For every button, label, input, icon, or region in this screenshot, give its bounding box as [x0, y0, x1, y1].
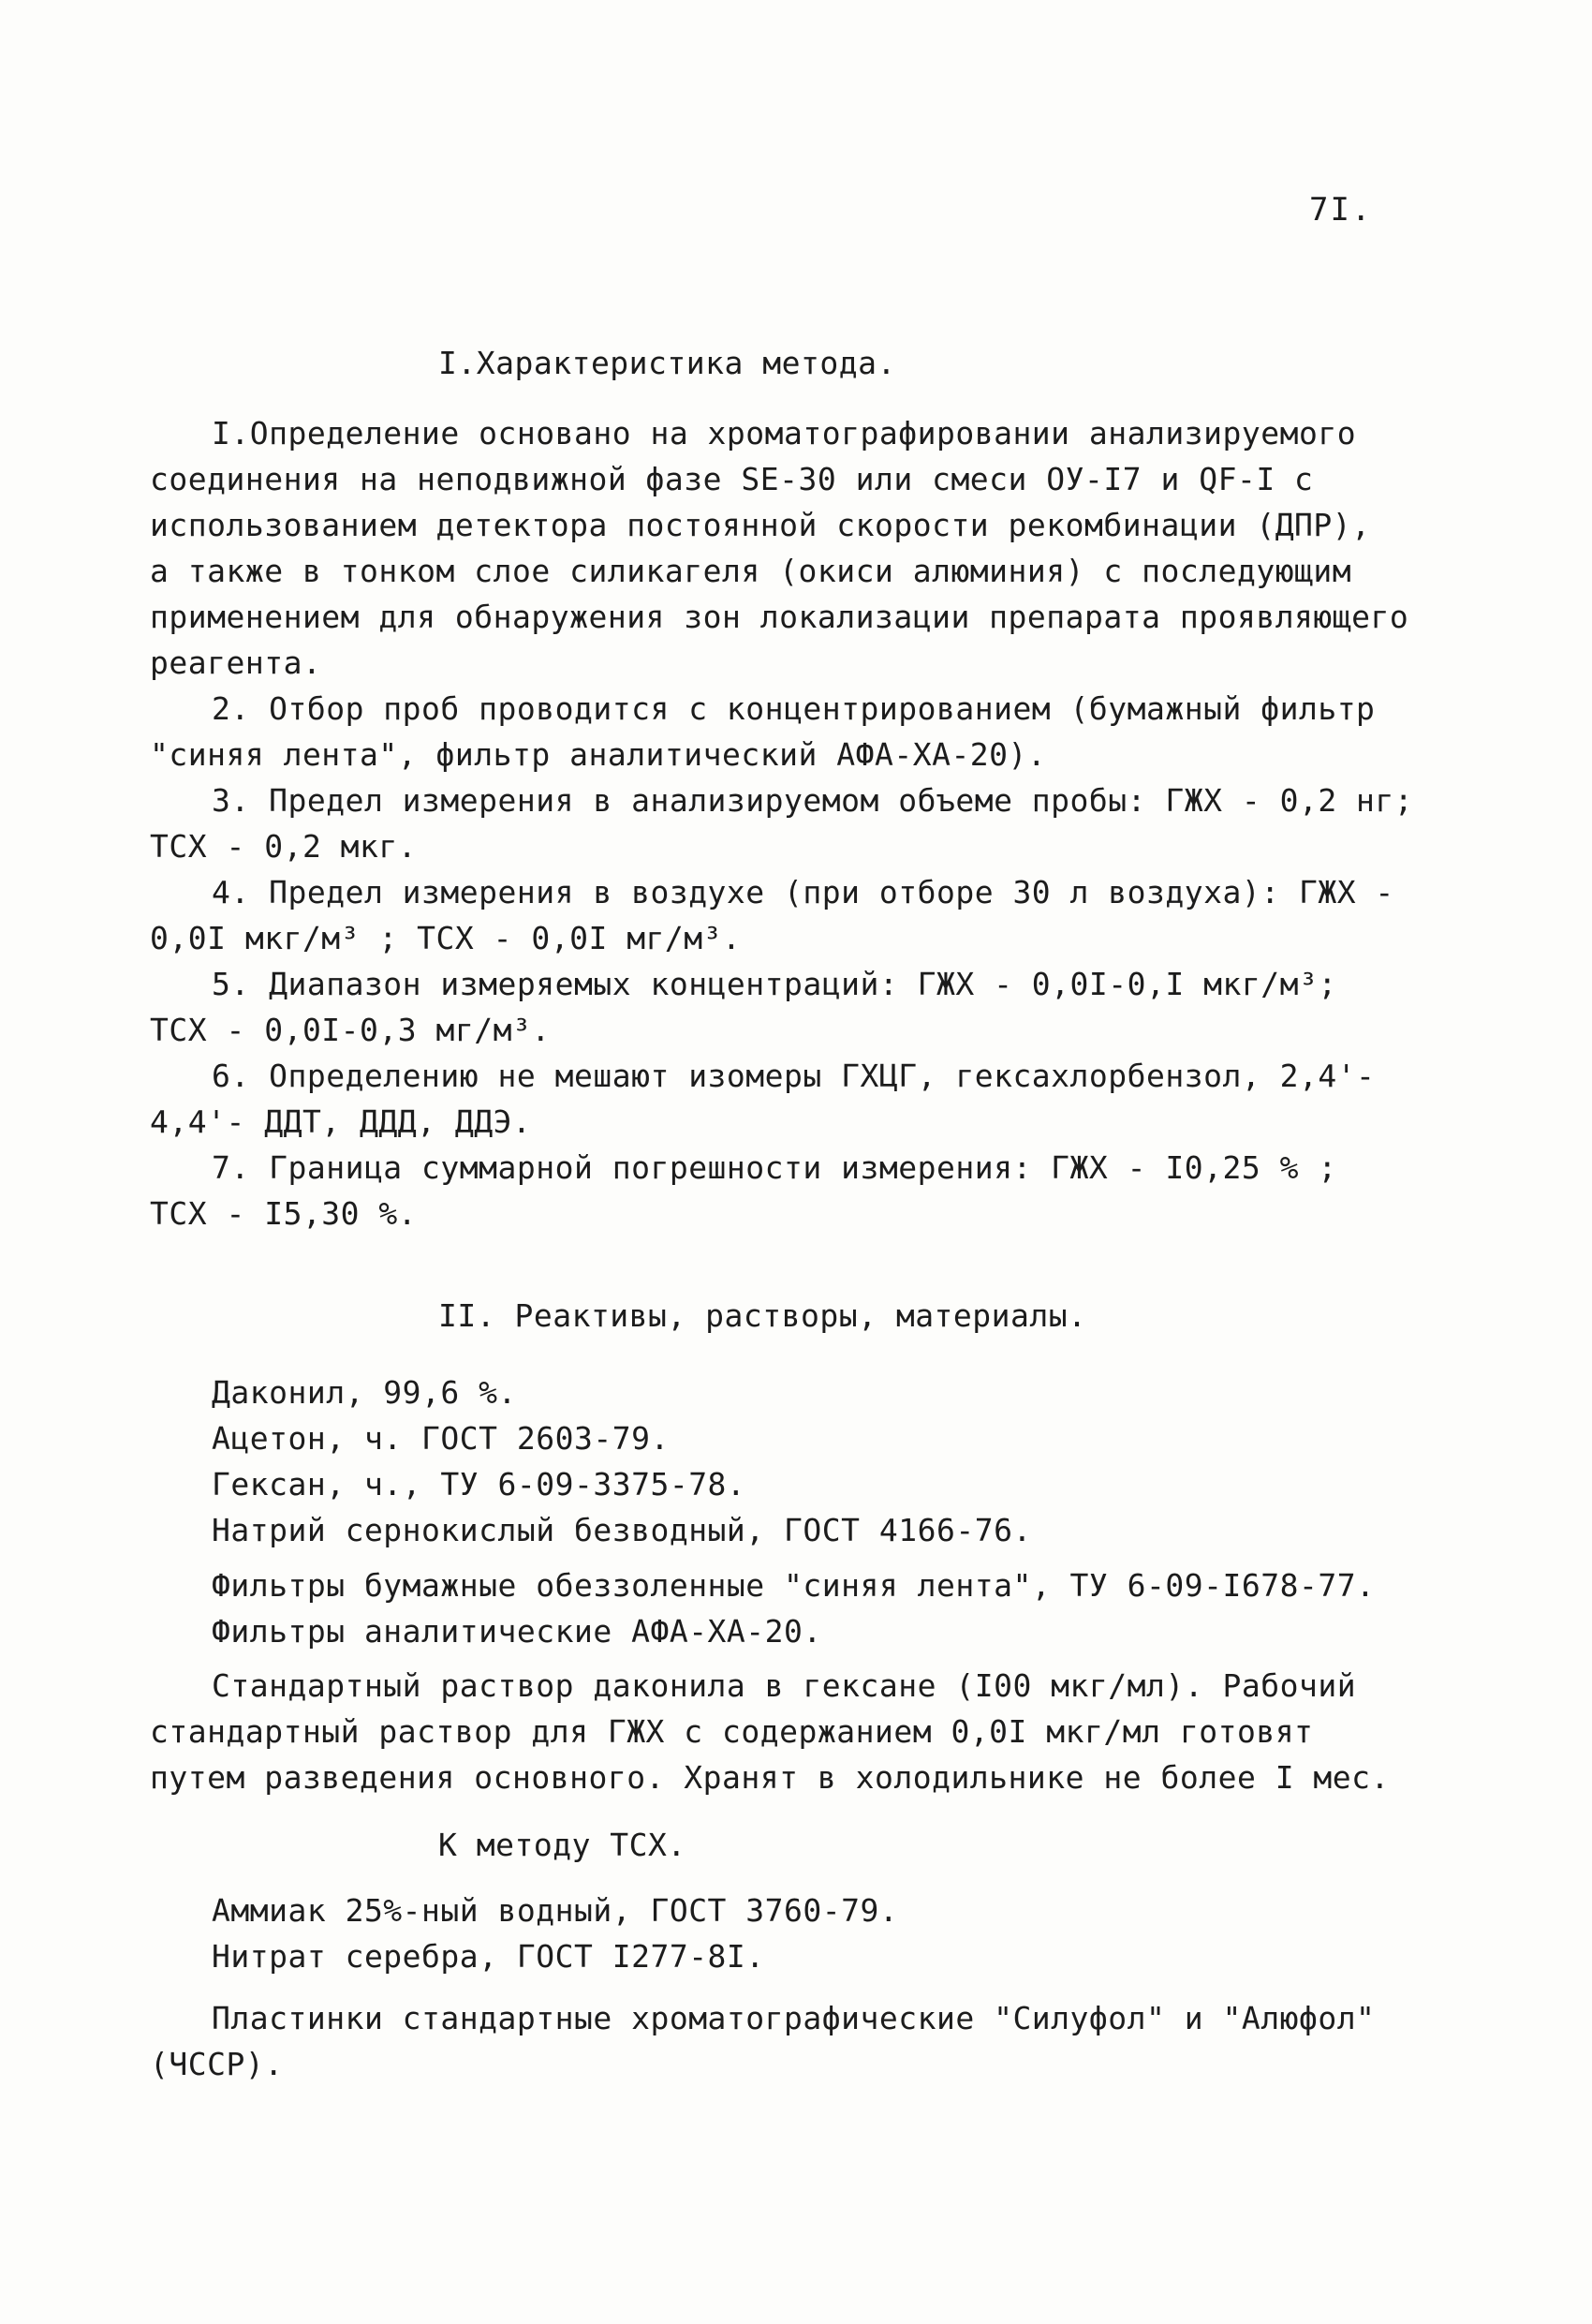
reagent-item: Натрий сернокислый безводный, ГОСТ 4166-76. — [212, 1512, 1032, 1548]
text-line: ТСХ - I5,30 %. — [150, 1195, 418, 1232]
text-line: 0,0I мкг/м³ ; ТСХ - 0,0I мг/м³. — [150, 920, 742, 956]
text-line: Стандартный раствор даконила в гексане (I00 мкг/мл). Рабочий — [212, 1667, 1357, 1704]
reagent-item: Даконил, 99,6 %. — [212, 1374, 517, 1411]
section-2-heading: II. Реактивы, растворы, материалы. — [438, 1297, 1087, 1334]
reagent-item: Ацетон, ч. ГОСТ 2603-79. — [212, 1420, 670, 1457]
text-line: стандартный раствор для ГЖХ с содержанием 0,0I мкг/мл готовят — [150, 1713, 1314, 1750]
text-line: 4,4'- ДДТ, ДДД, ДДЭ. — [150, 1103, 532, 1140]
text-line: реагента. — [150, 644, 322, 681]
text-line: ТСХ - 0,2 мкг. — [150, 828, 418, 865]
section-1-body — [150, 410, 1452, 1236]
reagent-item: Гексан, ч., ТУ 6-09-3375-78. — [212, 1466, 746, 1502]
section-1-heading: I.Характеристика метода. — [438, 345, 896, 381]
plates-paragraph — [150, 1995, 1461, 2087]
text-line: 2. Отбор проб проводится с концентрированием (бумажный фильтр — [212, 690, 1376, 727]
reagent-item: Фильтры аналитические АФА-ХА-20. — [212, 1613, 822, 1650]
text-line: Пластинки стандартные хроматографические "Силуфол" и "Алюфол" — [212, 2000, 1376, 2036]
text-line: использованием детектора постоянной скорости рекомбинации (ДПР), — [150, 507, 1371, 543]
reagent-item: Фильтры бумажные обеззоленные "синяя лента", ТУ 6-09-I678-77. — [212, 1567, 1376, 1604]
reagent-item: Аммиак 25%-ный водный, ГОСТ 3760-79. — [212, 1892, 899, 1929]
standard-solution-paragraph — [150, 1663, 1461, 1800]
text-line: (ЧССР). — [150, 2046, 284, 2082]
reagent-list — [212, 1369, 1467, 1654]
text-line: применением для обнаружения зон локализации препарата проявляющего — [150, 599, 1409, 635]
text-line: 7. Граница суммарной погрешности измерения: ГЖХ - I0,25 % ; — [212, 1149, 1337, 1186]
text-line: 5. Диапазон измеряемых концентраций: ГЖХ - 0,0I-0,I мкг/м³; — [212, 966, 1337, 1002]
tsx-subheading: К методу ТСХ. — [438, 1827, 686, 1863]
text-line: 3. Предел измерения в анализируемом объеме пробы: ГЖХ - 0,2 нг; — [212, 782, 1414, 819]
text-line: ТСХ - 0,0I-0,3 мг/м³. — [150, 1012, 551, 1048]
text-line: путем разведения основного. Хранят в холодильнике не более I мес. — [150, 1759, 1390, 1796]
text-line: "синяя лента", фильтр аналитический АФА-ХА-20). — [150, 736, 1047, 773]
text-line: 6. Определению не мешают изомеры ГХЦГ, гексахлорбензол, 2,4'- — [212, 1058, 1376, 1094]
text-line: соединения на неподвижной фазе SE-30 или смеси ОУ-I7 и QF-I с — [150, 461, 1314, 497]
reagent-item: Нитрат серебра, ГОСТ I277-8I. — [212, 1938, 765, 1975]
text-line: 4. Предел измерения в воздухе (при отборе 30 л воздуха): ГЖХ - — [212, 874, 1394, 910]
tsx-reagent-list — [212, 1887, 1467, 1979]
page-number: 7I. — [1309, 191, 1373, 229]
text-line: I.Определение основано на хроматографировании анализируемого — [212, 415, 1357, 451]
text-line: а также в тонком слое силикагеля (окиси алюминия) с последующим — [150, 553, 1352, 589]
